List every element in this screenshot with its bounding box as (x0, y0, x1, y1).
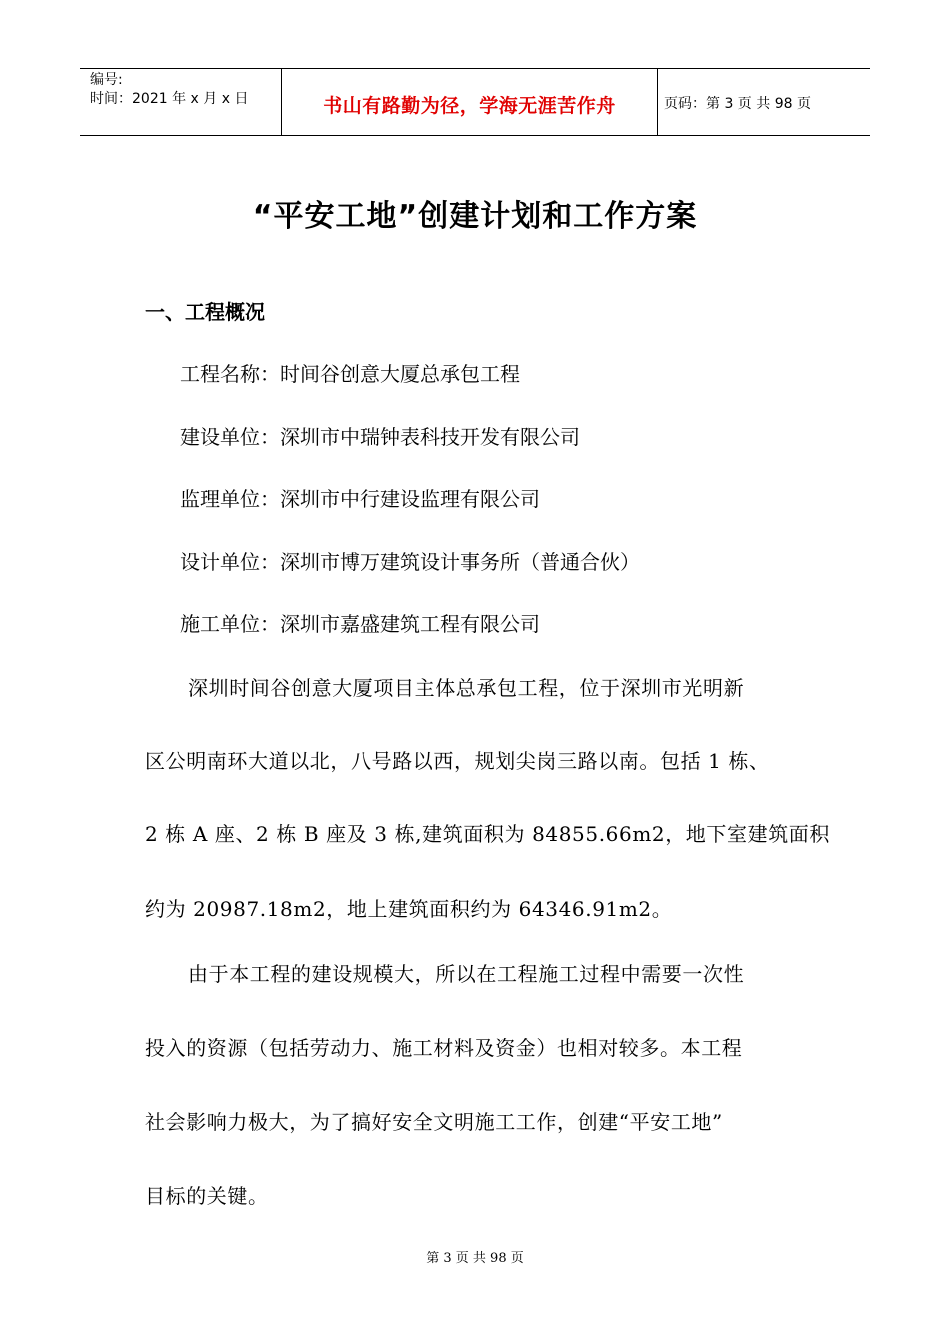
info-owner: 建设单位：深圳市中瑞钟表科技开发有限公司 (180, 425, 580, 449)
paragraph-line: 约为 20987.18m2，地上建筑面积约为 64346.91m2。 (145, 897, 673, 921)
paragraph-line: 深圳时间谷创意大厦项目主体总承包工程，位于深圳市光明新 (188, 676, 745, 700)
page-footer: 第 3 页 共 98 页 (426, 1251, 524, 1266)
header-table (80, 68, 870, 136)
info-contractor: 施工单位：深圳市嘉盛建筑工程有限公司 (180, 612, 540, 636)
paragraph-line: 区公明南环大道以北，八号路以西，规划尖岗三路以南。包括 1 栋、 (145, 749, 770, 773)
header-motto-cell (282, 69, 658, 135)
time-label: 时间：2021 年 x 月 x 日 (90, 91, 249, 107)
header-page-cell (658, 69, 870, 135)
paragraph-line: 2 栋 A 座、2 栋 B 座及 3 栋,建筑面积为 84855.66m2，地下室建筑面积 (145, 822, 831, 846)
info-supervisor: 监理单位：深圳市中行建设监理有限公司 (180, 487, 540, 511)
paragraph-line: 社会影响力极大，为了搞好安全文明施工工作，创建“平安工地” (145, 1110, 723, 1134)
info-designer: 设计单位：深圳市博万建筑设计事务所（普通合伙） (180, 550, 640, 574)
document-title: “平安工地”创建计划和工作方案 (252, 199, 698, 234)
info-project-name: 工程名称：时间谷创意大厦总承包工程 (180, 362, 520, 386)
code-label: 编号: (90, 72, 123, 88)
page-label: 页码：第 3 页 共 98 页 (664, 96, 811, 112)
header-meta-cell (80, 69, 282, 135)
paragraph-line: 由于本工程的建设规模大，所以在工程施工过程中需要一次性 (188, 962, 745, 986)
motto: 书山有路勤为径，学海无涯苦作舟 (323, 94, 616, 117)
section-heading: 一、工程概况 (145, 300, 265, 324)
paragraph-line: 目标的关键。 (145, 1184, 269, 1208)
paragraph-line: 投入的资源（包括劳动力、施工材料及资金）也相对较多。本工程 (145, 1036, 743, 1060)
